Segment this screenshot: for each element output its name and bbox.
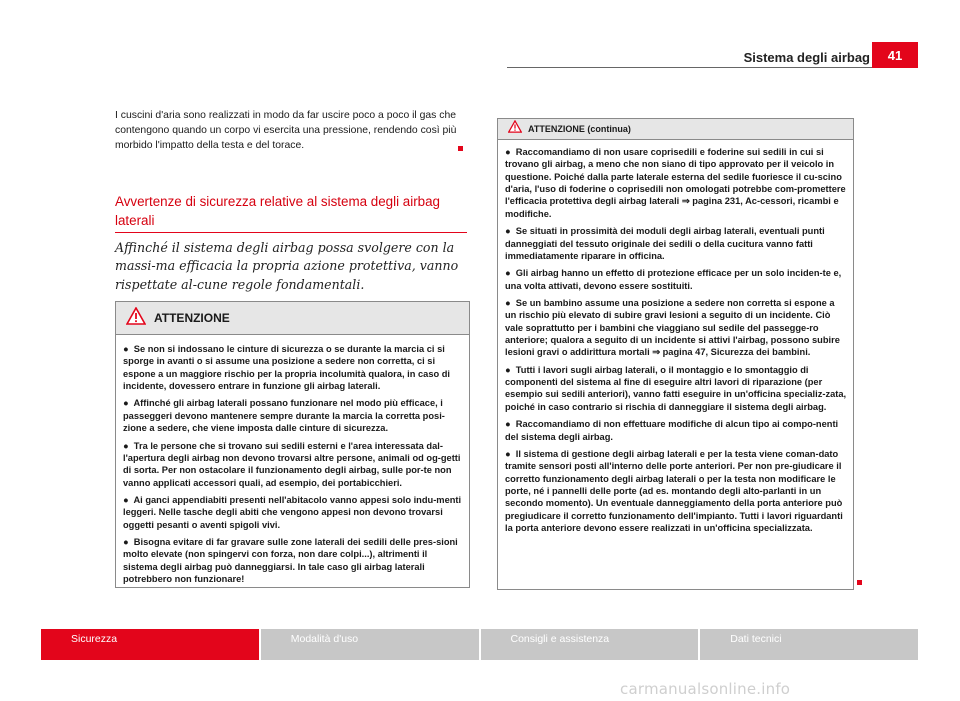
warning-item-text: Affinché gli airbag laterali possano funzionare nel modo più efficace, i passeggeri devono mantenere sempre durante la marcia la corretta posi-zione a sedere, che viene imposta dalle cinture di sicurezza. xyxy=(123,398,445,434)
warning-item-text: Tra le persone che si trovano sui sedili esterni e l'area interessata dal-l'apertura degli airbag non devono trovarsi altre persone, animali od og-getti di sorta. Per non ostacolare il funzionamento degli airbag, sulle por-te non vanno applicati accessori quali, ad esempio, dei portabicchieri. xyxy=(123,440,461,488)
bullet-icon: ● xyxy=(123,344,129,354)
footer-tab-modalita-uso[interactable]: Modalità d'uso xyxy=(261,629,479,660)
warning-item-text: Gli airbag hanno un effetto di protezione efficace per un solo inciden-te e, una volta attivati, devono essere sostituiti. xyxy=(505,268,842,291)
header-divider xyxy=(507,67,872,68)
warning-item-text: Il sistema di gestione degli airbag laterali e per la testa viene coman-dato tramite sensori posti all'interno delle porte anteriori. Per non pre-giudicare il corretto funzionamento degli airbag laterali o per la testa non modificare le porte, né i pannelli delle porte (ad es. montando degli alto-parlanti in un secondo momento). Un eventuale danneggiamento della porta anteriore può pregiudicare il corretto funzionamento dell'impianto. Tutti i lavori riguardanti la porta anteriore devono essere realizzati in un'officina specializzata. xyxy=(505,448,843,534)
bullet-icon: ● xyxy=(123,494,129,505)
warning-box-left xyxy=(115,301,470,588)
warning-item-text: Raccomandiamo di non usare coprisedili e foderine sui sedili in cui si trovano gli airbag, a meno che non siano di tipo approvato per il veicolo in questione. Poiché dalla parte laterale esterna del sedile fuoriesce il cu-scino d'aria, l'uso di foderine o coprisedili non omologati potrebbe com-promettere l'efficacia protettiva degli airbag laterali ⇒ pagina 231, Ac-cessori, ricambi e modifiche. xyxy=(505,147,846,219)
bullet-icon: ● xyxy=(505,448,511,459)
bullet-icon: ● xyxy=(505,226,511,237)
warning-item-text: Bisogna evitare di far gravare sulle zone laterali dei sedili delle pres-sioni molto elevate (non spingervi con forza, non dare colpi...), altrimenti il sistema degli airbag può danneggiarsi. In tale caso gli airbag laterali potrebbero non funzionare! xyxy=(123,537,458,585)
warning-item xyxy=(123,343,463,392)
warning-item xyxy=(505,297,848,359)
page-header-title: Sistema degli airbag xyxy=(743,50,870,65)
footer-nav xyxy=(41,629,918,660)
footer-tab-dati-tecnici[interactable]: Dati tecnici xyxy=(700,629,918,660)
bullet-icon: ● xyxy=(123,440,129,451)
warning-item-text: Se non si indossano le cinture di sicurezza o se durante la marcia ci si sporge in avanti o si assume una posizione a sedere non corretta, ci si espone a un maggiore rischio per la propria incolumità qualora, in caso di incidente, dovessero entrare in funzione gli airbag laterali. xyxy=(123,344,451,392)
warning-item xyxy=(505,418,848,443)
warning-list xyxy=(116,335,469,585)
bullet-icon: ● xyxy=(505,147,511,157)
warning-box-right xyxy=(497,118,854,590)
page-number-badge: 41 xyxy=(872,42,918,68)
warning-item-text: Tutti i lavori sugli airbag laterali, o il montaggio e lo smontaggio di componenti del sistema al fine di eseguire altri lavori di riparazione (per esempio sui sedili anteriori), vanno fatti eseguire in un'officina specializ-zata, poiché in caso contrario si rischia di danneggiare il sistema degli airbag. xyxy=(505,364,847,412)
footer-tab-consigli-assistenza[interactable]: Consigli e assistenza xyxy=(481,629,699,660)
warning-item-text: Ai ganci appendiabiti presenti nell'abitacolo vanno appesi solo indu-menti leggeri. Nelle tasche degli abiti che vengono appesi non devono trovarsi oggetti pesanti o aventi spigoli vivi. xyxy=(123,494,462,530)
warning-item-text: Se situati in prossimità dei moduli degli airbag laterali, eventuali punti danneggiati del tessuto originale dei sedili o della cucitura vanno fatti immediatamente riparare in officina. xyxy=(505,226,825,261)
bullet-icon: ● xyxy=(505,268,511,279)
footer-tab-sicurezza[interactable]: Sicurezza xyxy=(41,629,259,660)
warning-header xyxy=(116,302,469,335)
end-of-section-marker xyxy=(857,580,862,585)
bullet-icon: ● xyxy=(505,364,511,375)
watermark-text: carmanualsonline.info xyxy=(620,680,791,698)
intro-paragraph: I cuscini d'aria sono realizzati in modo da far uscire poco a poco il gas che contengono quando un corpo vi esercita una pressione, rendendo così più morbido l'impatto della testa e del torace. xyxy=(115,110,457,151)
warning-title: ATTENZIONE xyxy=(154,311,230,325)
warning-triangle-icon xyxy=(508,120,522,138)
warning-item xyxy=(505,225,848,262)
warning-item-text: Raccomandiamo di non effettuare modifiche di alcun tipo ai compo-nenti del sistema degli airbag. xyxy=(505,419,839,442)
end-of-section-marker xyxy=(458,146,463,151)
bullet-icon: ● xyxy=(505,419,511,430)
warning-triangle-icon xyxy=(126,307,146,330)
warning-header xyxy=(498,119,853,140)
warning-item xyxy=(505,448,848,535)
warning-item xyxy=(123,440,463,489)
warning-list xyxy=(498,140,853,534)
warning-item xyxy=(123,397,463,434)
warning-item xyxy=(505,146,848,220)
section-title-underline xyxy=(115,232,467,233)
bullet-icon: ● xyxy=(123,398,129,409)
warning-item-text: Se un bambino assume una posizione a sedere non corretta si espone a un rischio più elevato di subire gravi lesioni a seguito di un incidente. Ciò vale soprattutto per i bambini che viaggiano sul sedile del passegge-ro anteriore; qualora a seguito di un incidente si attivi l'airbag, possono subire lesioni gravi o addirittura mortali ⇒ pagina 47, Sicurezza dei bambini. xyxy=(505,297,840,358)
bullet-icon: ● xyxy=(123,537,129,548)
section-title: Avvertenze di sicurezza relative al sistema degli airbag laterali xyxy=(115,194,441,228)
bullet-icon: ● xyxy=(505,297,511,308)
warning-item xyxy=(505,364,848,413)
warning-item xyxy=(123,494,463,531)
section-lead-text: Affinché il sistema degli airbag possa svolgere con la massi-ma efficacia la propria azione protettiva, vanno rispettate al-cune regole fondamentali. xyxy=(115,240,459,292)
warning-item xyxy=(505,267,848,292)
warning-title: ATTENZIONE (continua) xyxy=(528,124,631,134)
warning-item xyxy=(123,536,463,585)
